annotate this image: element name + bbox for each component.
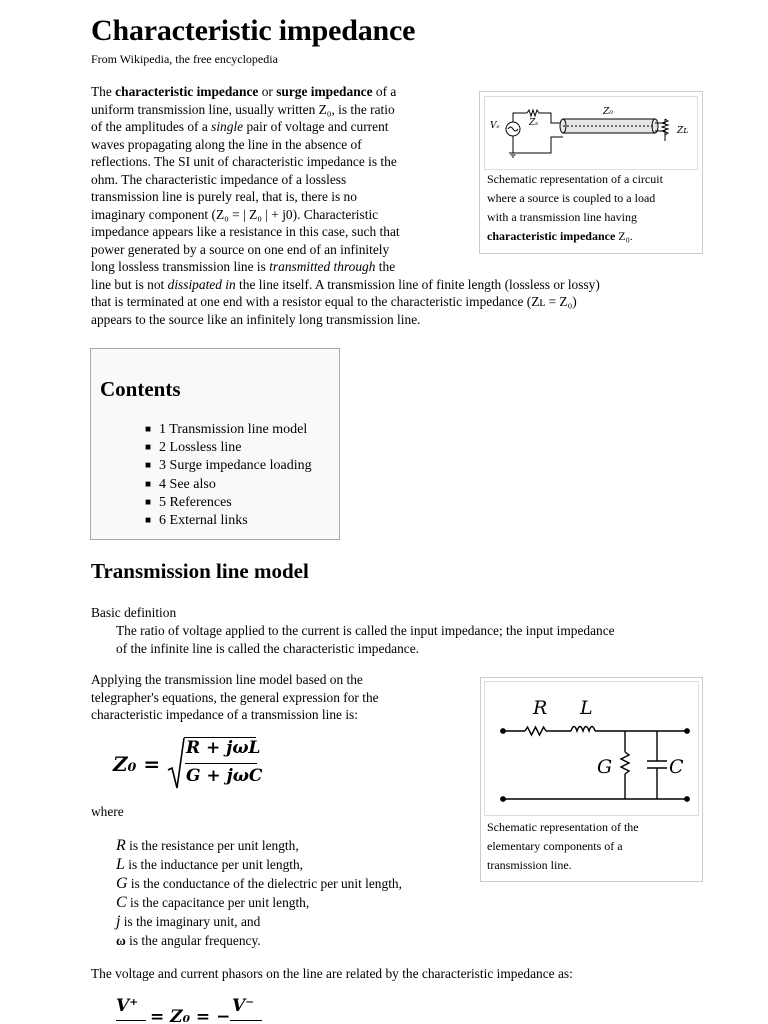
figure-circuit-box [479, 91, 703, 254]
toc-link[interactable]: ■ 2 Lossless line [145, 439, 312, 457]
formula-denominator: G + jωC [186, 766, 263, 786]
toc-link[interactable]: ■ 4 See also [145, 476, 312, 494]
circuit-schematic-icon [485, 97, 697, 169]
toc-link[interactable]: ■ 3 Surge impedance loading [145, 457, 312, 475]
vs-label: Vₛ [490, 121, 500, 131]
figure-elements-image[interactable] [484, 681, 699, 816]
phasor-v-plus: V⁺ [116, 996, 139, 1016]
variable-item: R is the resistance per unit length, [116, 837, 299, 854]
formula-numerator: R + jωL [186, 738, 261, 758]
figure-elements-box [480, 677, 703, 882]
impedance-formula [113, 734, 283, 796]
sqrt-icon [167, 736, 185, 792]
figure-circuit-image[interactable] [484, 96, 698, 170]
toc-link[interactable]: ■ 5 References [145, 494, 312, 512]
variable-item: j is the imaginary unit, and [116, 913, 261, 930]
variable-item: G is the conductance of the dielectric per unit length, [116, 875, 402, 892]
variable-item: L is the inductance per unit length, [116, 856, 304, 873]
contents-list [145, 421, 312, 530]
page-subtitle: From Wikipedia, the free encyclopedia [91, 52, 278, 66]
formula-lhs: Z₀ = [113, 752, 161, 776]
contents-heading: Contents [100, 377, 181, 401]
page-title: Characteristic impedance [91, 14, 416, 47]
figure1-caption: Schematic representation of a circuit where a source is coupled to a load with a transmission line having characteristic impedance Z₀. [487, 172, 663, 243]
bold-term: characteristic impedance [115, 84, 259, 99]
variable-item: ω is the angular frequency. [116, 933, 261, 948]
zs-label: Zₛ [529, 118, 539, 128]
phasor-formula [116, 996, 276, 1024]
phasor-text: The voltage and current phasors on the line are related by the characteristic impedance as: [91, 966, 573, 981]
phasor-v-minus: V⁻ [232, 996, 255, 1016]
zl-label: Zʟ [677, 126, 689, 136]
toc-link[interactable]: ■ 6 External links [145, 512, 312, 530]
intro-paragraph: The characteristic impedance or surge impedance of a uniform transmission line, usually written Z₀, is the ratio of the amplitudes of a single pair of voltage and current waves propagating along the line in the absence of reflections. The SI unit of characteristic impedance is the ohm. The characteristic impedance of a lossless transmission line is purely real, that is, there is no imaginary component (Z₀ = | Z₀ | + j0). Characteristic impedance appears like a resistance in this case, such that power generated by a source on one end of an infinitely long lossless transmission line is transmitted through the line but is not dissipated in the line itself. A transmission line of finite length (lossless or lossy) that is terminated at one end with a resistor equal to the characteristic impedance (Zʟ = Z₀) appears to the source like an infinitely long transmission line. [91, 84, 600, 327]
variable-item: C is the capacitance per unit length, [116, 894, 310, 911]
c-label: C [669, 756, 684, 778]
g-label: G [597, 756, 613, 778]
where-text: where [91, 804, 124, 819]
toc-link[interactable]: ■ 1 Transmission line model [145, 421, 312, 439]
definition-term: Basic definition [91, 605, 177, 620]
definition-text: The ratio of voltage applied to the current is called the input impedance; the input impedance of the infinite line is called the characteristic impedance. [116, 623, 615, 656]
bold-term: surge impedance [276, 84, 373, 99]
table-of-contents [90, 348, 340, 540]
variable-list [116, 836, 402, 950]
phasor-middle: = Z₀ = − [150, 1007, 231, 1024]
line-elements-schematic-icon [485, 682, 698, 815]
figure2-caption: Schematic representation of the elementary components of a transmission line. [487, 820, 639, 872]
l-label: L [580, 697, 593, 719]
z0-label: Z₀ [603, 107, 613, 117]
section-heading: Transmission line model [91, 559, 309, 583]
apply-paragraph: Applying the transmission line model based on the telegrapher's equations, the general expression for the characteristic impedance of a transmission line is: [91, 672, 379, 722]
r-label: R [533, 697, 548, 719]
